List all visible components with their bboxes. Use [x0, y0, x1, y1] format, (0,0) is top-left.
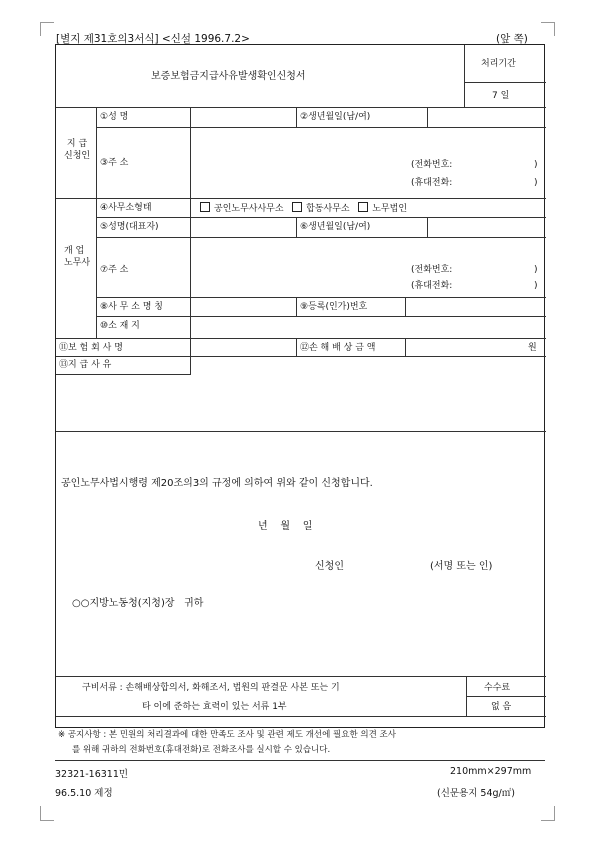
crop-mark	[40, 22, 41, 36]
rep-birth-label: ⑥생년월일(남/여)	[300, 222, 371, 232]
crop-mark	[541, 820, 555, 821]
damage-label: ⑫손 해 배 상 금 액	[300, 343, 376, 353]
office-type-label: ④사무소형태	[100, 203, 152, 213]
notice-line1: ※ 공지사항 : 본 민원의 처리결과에 대한 만족도 조사 및 관련 제도 개선에 필요한 의견 조사	[58, 730, 396, 740]
crop-mark	[554, 806, 555, 820]
labor-address-label: ⑦주 소	[100, 265, 129, 275]
applicant-address-label: ③주 소	[100, 158, 129, 168]
applicant-name-label: ①성 명	[100, 112, 129, 122]
crop-mark	[40, 820, 54, 821]
notice-line2: 를 위해 귀하의 전화번호(휴대전화)로 전화조사를 실시할 수 있습니다.	[72, 745, 331, 755]
documents-line2: 타 이에 준하는 효력이 있는 서류 1부	[142, 702, 287, 712]
reason-label: ⑬지 급 사 유	[59, 360, 112, 370]
insurer-label: ⑪보 험 회 사 명	[59, 343, 123, 353]
labor-section-label: 개 업 노무사	[64, 246, 91, 268]
applicant-phone-label: (전화번호:	[411, 160, 453, 170]
checkbox[interactable]	[200, 202, 210, 212]
sign-note: (서명 또는 인)	[430, 561, 493, 572]
crop-mark	[554, 22, 555, 36]
form-number: [별지 제31호의3서식] <신설 1996.7.2>	[56, 33, 250, 45]
period-value: 7 일	[492, 91, 510, 101]
form-code: 32321-16311민	[55, 769, 129, 780]
fee-value: 없 음	[491, 702, 512, 712]
applicant-mobile-label: (휴대전화:	[411, 178, 453, 188]
date-line: 년 월 일	[258, 521, 313, 532]
applicant-birth-label: ②생년월일(남/여)	[300, 112, 371, 122]
labor-phone-label: (전화번호:	[411, 265, 453, 275]
addressee: ○○지방노동청(지청)장 귀하	[72, 598, 204, 609]
applicant-sign-label: 신청인	[315, 561, 344, 572]
crop-mark	[40, 806, 41, 820]
application-form: 보증보험금지급사유발생확인신청서 처리기간 7 일 지 급 신청인 ①성 명 ②생년월일(남/여) ③주 소 (전화번호: ) (휴대전화: ) 개 업 노무사 ④사무소형태 공인노무사사무소 합동사무소 노무법인 ⑤성명(대표자) ⑥생년월일(남/여) ⑦주 소 (전화번호: ) (휴대전화: ) ⑧사 무 소 명 칭 ⑨등록(인가)번호 ⑩소 재 지 ⑪보 험 회 사 명 ⑫손 해 배 상 금 액 원 ⑬지 급 사 유 공인노무사법시행령 제20조의3의 규정에 의하여 위와 같이 신청합니다. 년 월 일 신청인 (서명 또는 인) ○○지방노동청(지청)장 귀하 구비서류 : 손해배상합의서, 화해조서, 법원의 판결문 사본 또는 기 타 이에 준하는 효력이 있는 서류 1부 수수료 없 음	[55, 44, 545, 728]
checkbox[interactable]	[358, 202, 368, 212]
fee-label: 수수료	[484, 683, 511, 693]
page-side: (앞 쪽)	[496, 33, 528, 45]
crop-mark	[40, 22, 54, 23]
rep-name-label: ⑤성명(대표자)	[100, 222, 159, 232]
paper-size: 210mm×297mm	[450, 766, 532, 777]
labor-mobile-label: (휴대전화:	[411, 281, 453, 291]
paper-type: (신문용지 54g/㎡)	[437, 788, 515, 799]
location-label: ⑩소 재 지	[100, 321, 140, 331]
office-type-options: 공인노무사사무소 합동사무소 노무법인	[200, 202, 407, 215]
won-unit: 원	[528, 343, 537, 353]
period-label: 처리기간	[481, 59, 516, 69]
documents-line1: 구비서류 : 손해배상합의서, 화해조서, 법원의 판결문 사본 또는 기	[82, 683, 340, 693]
revision-date: 96.5.10 제정	[55, 788, 113, 799]
applicant-section-label: 지 급 신청인	[64, 139, 91, 161]
registration-label: ⑨등록(인가)번호	[300, 302, 368, 312]
declaration-text: 공인노무사법시행령 제20조의3의 규정에 의하여 위와 같이 신청합니다.	[61, 478, 373, 489]
crop-mark	[541, 22, 555, 23]
checkbox[interactable]	[292, 202, 302, 212]
form-title: 보증보험금지급사유발생확인신청서	[151, 71, 306, 82]
office-name-label: ⑧사 무 소 명 칭	[100, 302, 163, 312]
